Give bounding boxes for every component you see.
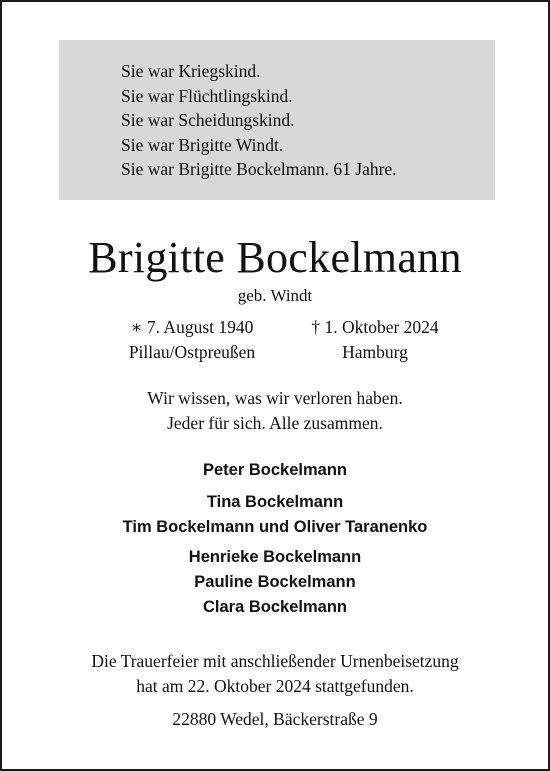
mourner-name: Tim Bockelmann und Oliver Taranenko bbox=[122, 518, 428, 536]
mourners-group-1 bbox=[2, 458, 548, 483]
intro-line: Sie war Scheidungskind. bbox=[121, 110, 295, 130]
mourner-name: Clara Bockelmann bbox=[203, 598, 347, 616]
motto-line: Jeder für sich. Alle zusammen. bbox=[167, 413, 383, 433]
birth-date: ∗ 7. August 1940 bbox=[130, 317, 254, 337]
intro-line: Sie war Flüchtlingskind. bbox=[121, 85, 293, 106]
maiden-name: geb. Windt bbox=[237, 286, 313, 305]
mourner-name: Pauline Bockelmann bbox=[194, 573, 356, 591]
motto-line: Wir wissen, was wir verloren haben. bbox=[147, 388, 403, 408]
death-date: † 1. Oktober 2024 bbox=[311, 317, 439, 337]
intro-quote-box bbox=[59, 40, 495, 200]
mourner-name: Peter Bockelmann bbox=[203, 461, 347, 479]
intro-line: Sie war Brigitte Bockelmann. 61 Jahre. bbox=[121, 159, 397, 179]
mourners-group-2 bbox=[2, 490, 548, 540]
mourner-name: Henrieke Bockelmann bbox=[188, 548, 362, 566]
motto bbox=[2, 386, 548, 436]
deceased-name: Brigitte Bockelmann bbox=[88, 233, 462, 282]
notice-line: Die Trauerfeier mit anschließender Urnenbeisetzung bbox=[91, 651, 459, 671]
birth-info bbox=[106, 315, 278, 365]
death-place: Hamburg bbox=[342, 342, 408, 362]
funeral-notice bbox=[2, 649, 548, 699]
mourners-group-3 bbox=[2, 545, 548, 620]
contact-address: 22880 Wedel, Bäckerstraße 9 bbox=[172, 709, 378, 729]
intro-line: Sie war Brigitte Windt. bbox=[121, 134, 284, 155]
intro-lines bbox=[121, 59, 397, 182]
intro-line: Sie war Kriegskind. bbox=[121, 61, 261, 81]
mourner-name: Tina Bockelmann bbox=[206, 493, 344, 511]
death-info bbox=[289, 315, 461, 365]
birth-place: Pillau/Ostpreußen bbox=[128, 342, 256, 362]
notice-line: hat am 22. Oktober 2024 stattgefunden. bbox=[136, 676, 414, 696]
